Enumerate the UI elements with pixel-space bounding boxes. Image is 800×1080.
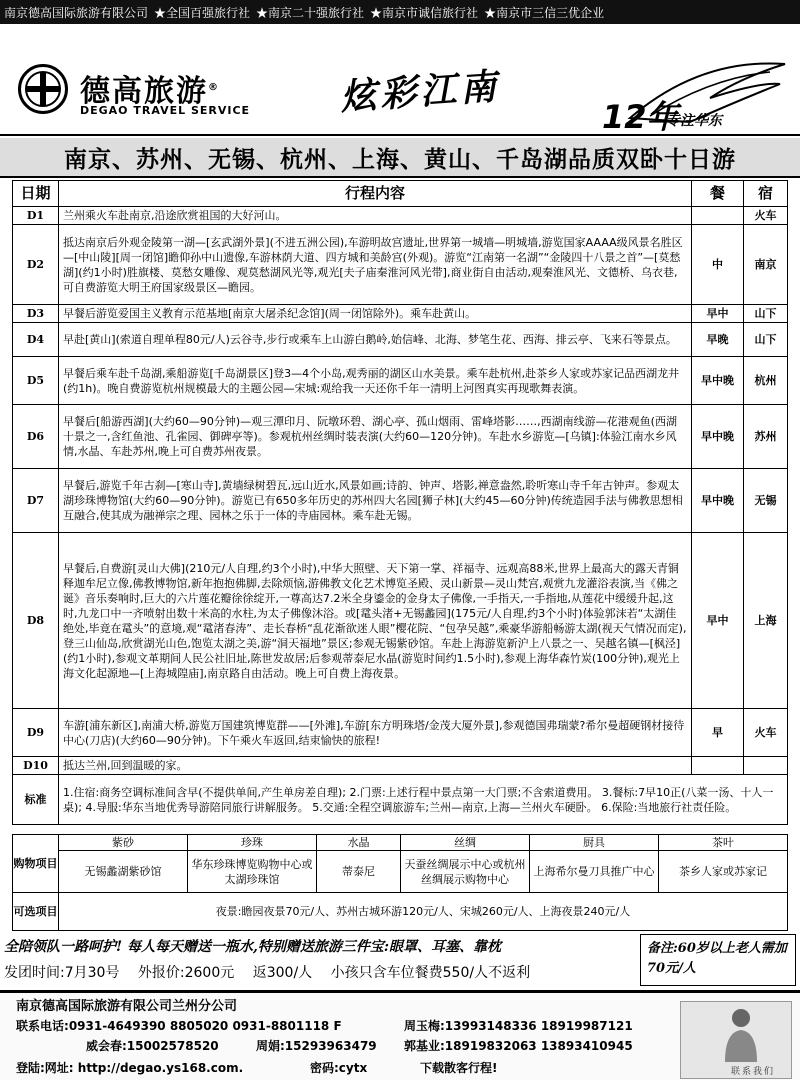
password-text: 密码:cytx [310,1061,368,1075]
optional-text: 夜景:瞻园夜景70元/人、苏州古城环游120元/人、宋城260元/人、上海夜景240元/人 [59,893,788,931]
shopping-header-row [13,835,788,851]
footer [0,990,800,1080]
table-row [13,305,788,323]
contact-wei-huichun: 威会春:15002578520 [86,1039,219,1053]
top-banner [0,0,800,24]
shop-header: 珍珠 [188,835,317,851]
content-cell: 早餐后,自费游[灵山大佛](210元/人自理,约3个小时),中华大照壁、天下第一掌、祥福寺、远观高88米,世界上最高大的露天青铜释迦牟尼立像,佛教博物馆,新年抱抱佛脚,去除烦恼,游佛教文化艺术博览圣殿、灵山新景—灵山梵宫,观赏九龙灌浴表演,当《佛之诞》音乐奏响时,巨大的六片莲花瓣徐徐绽开,一尊高达7.2米全身鎏金的金身太子佛像,一手指天,一手指地,从莲花中缓缓升起,这时,九龙口中一齐喷射出数十米高的水柱,为太子佛像沐浴。或[鼋头渚+无锡蠡园](175元/人自理,约3个小时)体验郭沫若“太湖佳绝处,毕竟在鼋头”的意境,观“鼋渚春涛”、走长春桥“乱花渐欲迷人眼”樱花院、“包孕吴越”,乘豪华游船畅游太湖(视天气情况而定),登三山仙岛,欣赏湖光山色,饱览太湖之美,游“洞天福地”景区;参观无锡紫砂馆。车赴上海游览新沪上八景之一、吴越名镇—[枫泾](约1小时),参观文革期间人民公社旧址,陈世发故居;后参观蒂泰尼水晶(游览时间约1.5小时),参观上海华森竹炭(100分钟),观光上海文化起源地—[上海城隍庙],南京路自由活动。晚上可自费上海夜景。 [59,533,692,709]
stay-cell: 苏州 [744,405,788,469]
stay-cell: 南京 [744,225,788,305]
departure-date: 发团时间:7月30号 [4,965,120,981]
contact-zhou-juan: 周娟:15293963479 [256,1039,377,1053]
meal-cell [692,757,744,775]
meal-cell: 早中 [692,305,744,323]
stay-cell: 火车 [744,709,788,757]
content-cell: 早餐后游览爱国主义教育示范基地[南京大屠杀纪念馆](周一闭馆除外)。乘车赴黄山。 [59,305,692,323]
shop-value: 茶乡人家或苏家记 [659,851,788,893]
banner-item-top100: ★全国百强旅行社 [154,5,251,20]
meal-cell: 早 [692,709,744,757]
stay-cell [744,757,788,775]
shop-header: 厨具 [530,835,659,851]
shop-value: 上海希尔曼刀具推广中心 [530,851,659,893]
shop-header: 水晶 [317,835,401,851]
globe-icon [23,69,63,109]
shop-header: 丝绸 [401,835,530,851]
brand-logo-icon [18,64,68,114]
day-cell: D6 [13,405,59,469]
stay-cell: 山下 [744,323,788,357]
years-text: 专注华东 [666,113,722,129]
meal-cell: 早中晚 [692,405,744,469]
meal-cell: 中 [692,225,744,305]
day-cell: D3 [13,305,59,323]
banner-item-credit: ★南京市诚信旅行社 [370,5,479,20]
departure-child: 小孩只含车位餐费550/人不返利 [330,965,531,981]
table-row [13,533,788,709]
shop-value: 华东珍珠博览购物中心或太湖珍珠馆 [188,851,317,893]
content-cell: 兰州乘火车赴南京,沿途欣赏祖国的大好河山。 [59,207,692,225]
stay-cell: 杭州 [744,357,788,405]
meal-cell: 早中晚 [692,357,744,405]
optional-row [13,893,788,931]
anniversary-badge [590,58,790,138]
shopping-label: 购物项目 [13,835,59,893]
content-cell: 早餐后,游览千年古刹—[寒山寺],黄墙绿树碧瓦,远山近水,风景如画;诗韵、钟声、塔影,禅意盎然,聆听寒山寺千年古钟声。参观太湖珍珠博物馆(大约60—90分钟)。游览已有650多年历史的苏州四大名园[狮子林](大约45—60分钟)传统造园手法与佛教思想相互融合,使其成为融禅宗之理、园林之乐于一体的寺庙园林。乘车赴无锡。 [59,469,692,533]
notice-text: 全陪领队一路呵护! 每人每天赠送一瓶水,特别赠送旅游三件宝:眼罩、耳塞、靠枕 [4,939,502,955]
stay-cell: 火车 [744,207,788,225]
badge-caption: 联系我们 [731,1067,776,1077]
day-cell: D8 [13,533,59,709]
meal-cell: 早中 [692,533,744,709]
stay-cell: 上海 [744,533,788,709]
slogan: 炫彩江南 [338,65,502,119]
standards-text: 1.住宿:商务空调标准间含早(不提供单间,产生单房差自理); 2.门票:上述行程中景点第一大门票;不含索道费用。 3.餐标:7早10正(八菜一汤、十人一桌); 4.导服:华东当地优秀导游陪同旅行讲解服务。 5.交通:全程空调旅游车;兰州—南京,上海—兰州火车硬卧。 6.保险:当地旅行社责任险。 [59,775,788,825]
header-content: 行程内容 [59,181,692,207]
shop-header: 紫砂 [59,835,188,851]
departure-info [4,962,644,982]
footer-company: 南京德高国际旅游有限公司兰州分公司 [16,999,238,1014]
content-cell: 早餐后乘车赴千岛湖,乘船游览[千岛湖景区]登3—4个小岛,观秀丽的湖区山水美景。乘车赴杭州,赴茶乡人家或苏家记品西湖龙井(约1h)。晚自费游览杭州规模最大的主题公园—宋城:观给我一天还你千年一清明上河图真实再现歌舞表演。 [59,357,692,405]
table-row [13,357,788,405]
header [0,24,800,136]
table-row [13,709,788,757]
years-number: 12年 [602,98,679,136]
itinerary-table [12,180,788,825]
banner-item-company: 南京德高国际旅游有限公司 [4,5,149,20]
contact-guo-jiye: 郭基业:18919832063 13893410945 [404,1039,633,1053]
header-day: 日期 [13,181,59,207]
day-cell: D1 [13,207,59,225]
standards-row [13,775,788,825]
table-header-row [13,181,788,207]
table-row [13,469,788,533]
table-row [13,225,788,305]
table-row [13,323,788,357]
website-link[interactable]: 登陆:网址: http://degao.ys168.com. [16,1061,244,1075]
shop-value: 蒂泰尼 [317,851,401,893]
download-text: 下载散客行程! [420,1061,498,1075]
day-cell: D7 [13,469,59,533]
day-cell: D10 [13,757,59,775]
stay-cell: 山下 [744,305,788,323]
optional-label: 可选项目 [13,893,59,931]
shopping-value-row [13,851,788,893]
content-cell: 抵达兰州,回到温暖的家。 [59,757,692,775]
day-cell: D2 [13,225,59,305]
stay-cell: 无锡 [744,469,788,533]
brand-name: 德高旅游® [80,74,220,109]
page-title: 南京、苏州、无锡、杭州、上海、黄山、千岛湖品质双卧十日游 [0,138,800,178]
standards-label: 标准 [13,775,59,825]
table-row [13,405,788,469]
banner-item-excellent: ★南京市三信三优企业 [484,5,605,20]
content-cell: 抵达南京后外观金陵第一湖—[玄武湖外景](不进五洲公园),车游明故宫遗址,世界第一城墙—明城墙,游览国家AAAA级风景名胜区—[中山陵][周一闭馆]瞻仰孙中山遗像,车游林荫大道、四方城和美龄宫(外观)。游览“江南第一名湖”“金陵四十八景之首”—[莫愁湖](约1小时)胜旗楼、莫愁女雕像、观莫愁湖风光等,观光[夫子庙秦淮河风光带],商业街自由活动,观秦淮风光、文德桥、乌衣巷,可自费游览大明王府国家级景区—瞻园。 [59,225,692,305]
departure-rebate: 返300/人 [252,965,313,981]
shop-value: 无锡蠡湖紫砂馆 [59,851,188,893]
contact-badge [680,1001,792,1079]
day-cell: D4 [13,323,59,357]
content-cell: 车游[浦东新区],南浦大桥,游览万国建筑博览群——[外滩],车游[东方明珠塔/金茂大厦外景],参观德国弗瑞蒙?希尔曼超硬钢材接待中心(刀店)(大约60—90分钟)。下午乘火车返回,结束愉快的旅程! [59,709,692,757]
day-cell: D9 [13,709,59,757]
meal-cell [692,207,744,225]
shop-header: 茶叶 [659,835,788,851]
phone-line: 联系电话:0931-4649390 8805020 0931-8801118 F [16,1019,342,1033]
person-icon [721,1006,761,1062]
day-cell: D5 [13,357,59,405]
note-box: 备注:60岁以上老人需加70元/人 [640,934,796,986]
shop-value: 天蚕丝绸展示中心或杭州丝绸展示购物中心 [401,851,530,893]
shopping-table [12,834,788,931]
header-meal: 餐 [692,181,744,207]
content-cell: 早赴[黄山](索道自理单程80元/人)云谷寺,步行或乘车上山游白鹅岭,始信峰、北海、梦笔生花、西海、排云亭、飞来石等景点。 [59,323,692,357]
brand-name-en: DEGAO TRAVEL SERVICE [80,104,251,117]
contact-zhou-yumei: 周玉梅:13993148336 18919987121 [404,1019,633,1033]
departure-price: 外报价:2600元 [137,965,235,981]
meal-cell: 早中晚 [692,469,744,533]
banner-item-top20: ★南京二十强旅行社 [256,5,365,20]
table-row [13,207,788,225]
header-stay: 宿 [744,181,788,207]
meal-cell: 早晚 [692,323,744,357]
content-cell: 早餐后[船游西湖](大约60—90分钟)—观三潭印月、阮墩环碧、湖心亭、孤山烟雨、雷峰塔影……,西湖南线游—花港观鱼(西湖十景之一,含红鱼池、孔雀园、御碑亭等)。参观杭州丝绸时装表演(大约60—120分钟)。车赴水乡游览—[乌镇]:体验江南水乡风情,水晶、车赴苏州,晚上可自费苏州夜景。 [59,405,692,469]
table-row [13,757,788,775]
